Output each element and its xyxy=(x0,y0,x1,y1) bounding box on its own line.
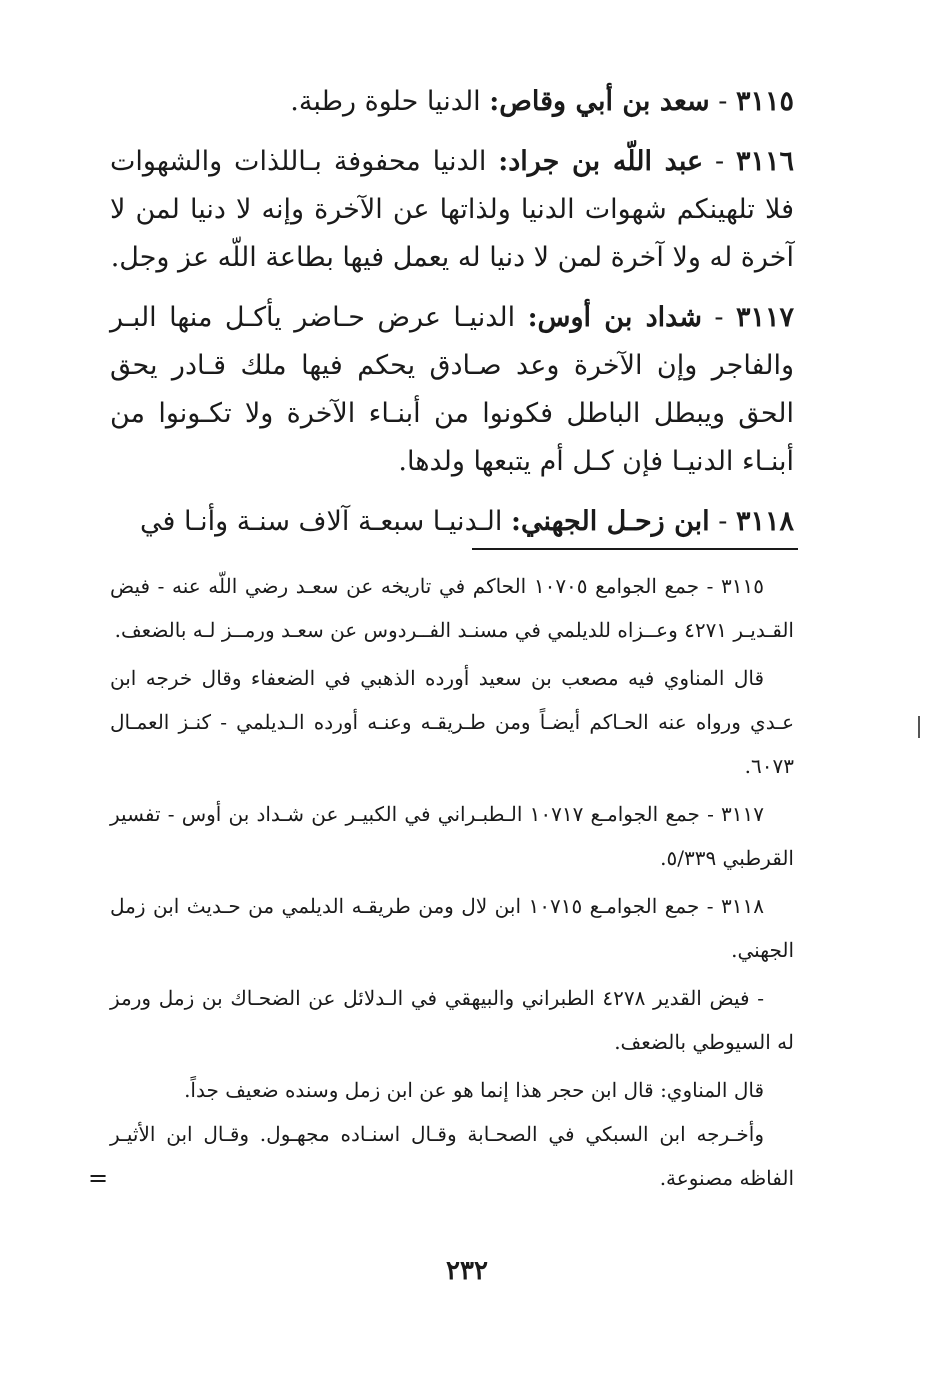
footnote: - فيض القدير ٤٢٧٨ الطبراني والبيهقي في الـدلائل عن الضحـاك بن زمل ورمز له السيوطي بالضعف. xyxy=(110,986,794,1054)
entry-narrator: سعد بن أبي وقاص: xyxy=(489,86,710,117)
entry-number: ٣١١٨ xyxy=(735,506,794,537)
entry-number: ٣١١٥ xyxy=(735,86,794,117)
separator: - xyxy=(714,146,725,177)
footnotes xyxy=(110,564,794,1204)
separator: - xyxy=(714,302,724,333)
entry-text: الدنيا حلوة رطبة. xyxy=(290,86,481,117)
footnote: ٣١١٨ - جمع الجوامـع ١٠٧١٥ ابن لال ومن طريقـه الديلمي من حـديث ابن زمل الجهني. xyxy=(110,894,794,962)
footnote: ٣١١٧ - جمع الجوامـع ١٠٧١٧ الـطبـراني في الكبيـر عن شـداد بن أوس - تفسير القرطبي ٥/٣٣٩. xyxy=(110,802,794,870)
page-number: ٢٣٢ xyxy=(446,1256,488,1286)
footnote: قال المناوي: قال ابن حجر هذا إنما هو عن ابن زمل وسنده ضعيف جداً. xyxy=(184,1078,764,1102)
entry-text: الدنيـا عرض حـاضر يأكـل منها البـر والفاجر وإن الآخرة وعد صـادق يحكم فيها ملك قـادر يحق الحق ويبطل الباطل فكونوا من أبنـاء الآخرة ولا تكـونوا من أبنـاء الدنيـا فإن كـل أم يتبعها ولدها. xyxy=(110,302,794,477)
footnote: ٣١١٥ - جمع الجوامع ١٠٧٠٥ الحاكم في تاريخه عن سعـد رضي اللّه عنه - فيض القـديـر ٤٢٧١ وعــزاه للديلمي في مسنـد الفــردوس عن سعـد ورمــز لـه بالضعف. xyxy=(110,574,794,642)
entry-text: الـدنيـا سبعـة آلاف سنـة وأنـا في xyxy=(140,506,503,537)
separator: - xyxy=(718,506,728,537)
footnote-divider xyxy=(472,548,798,550)
entry-3118 xyxy=(110,498,794,546)
entry-narrator: شداد بن أوس: xyxy=(527,302,702,333)
margin-mark: = xyxy=(88,1164,109,1192)
entry-narrator: ابن زحـل الجهني: xyxy=(510,506,710,537)
entry-narrator: عبد اللّه بن جراد: xyxy=(498,146,704,177)
footnote: قال المناوي فيه مصعب بن سعيد أورده الذهبي في الضعفاء وقال خرجه ابن عـدي ورواه عنه الحـاكم أيضـاً ومن طـريقـه وعنـه أورده الـديلمي - كنـز العمـال ٦٠٧٣. xyxy=(110,666,794,778)
entry-number: ٣١١٦ xyxy=(736,146,795,177)
entry-3116 xyxy=(110,138,794,282)
entry-number: ٣١١٧ xyxy=(735,302,794,333)
footnote: وأخـرجه ابن السبكي في الصحـابة وقـال اسنـاده مجهـول. وقـال ابن الأثيـر الفاظه مصنوعة. xyxy=(110,1122,794,1190)
entry-3115 xyxy=(110,78,794,126)
entry-text: الدنيا محفوفة بـاللذات والشهوات فلا تلهينكم شهوات الدنيا ولذاتها عن الآخرة وإنه لا دنيا لمن لا آخرة له ولا آخرة لمن لا دنيا له يعمل فيها بطاعة اللّه عز وجل. xyxy=(110,146,794,273)
separator: - xyxy=(718,86,728,117)
margin-tick xyxy=(918,716,920,738)
main-text xyxy=(110,78,794,558)
entry-3117 xyxy=(110,294,794,486)
